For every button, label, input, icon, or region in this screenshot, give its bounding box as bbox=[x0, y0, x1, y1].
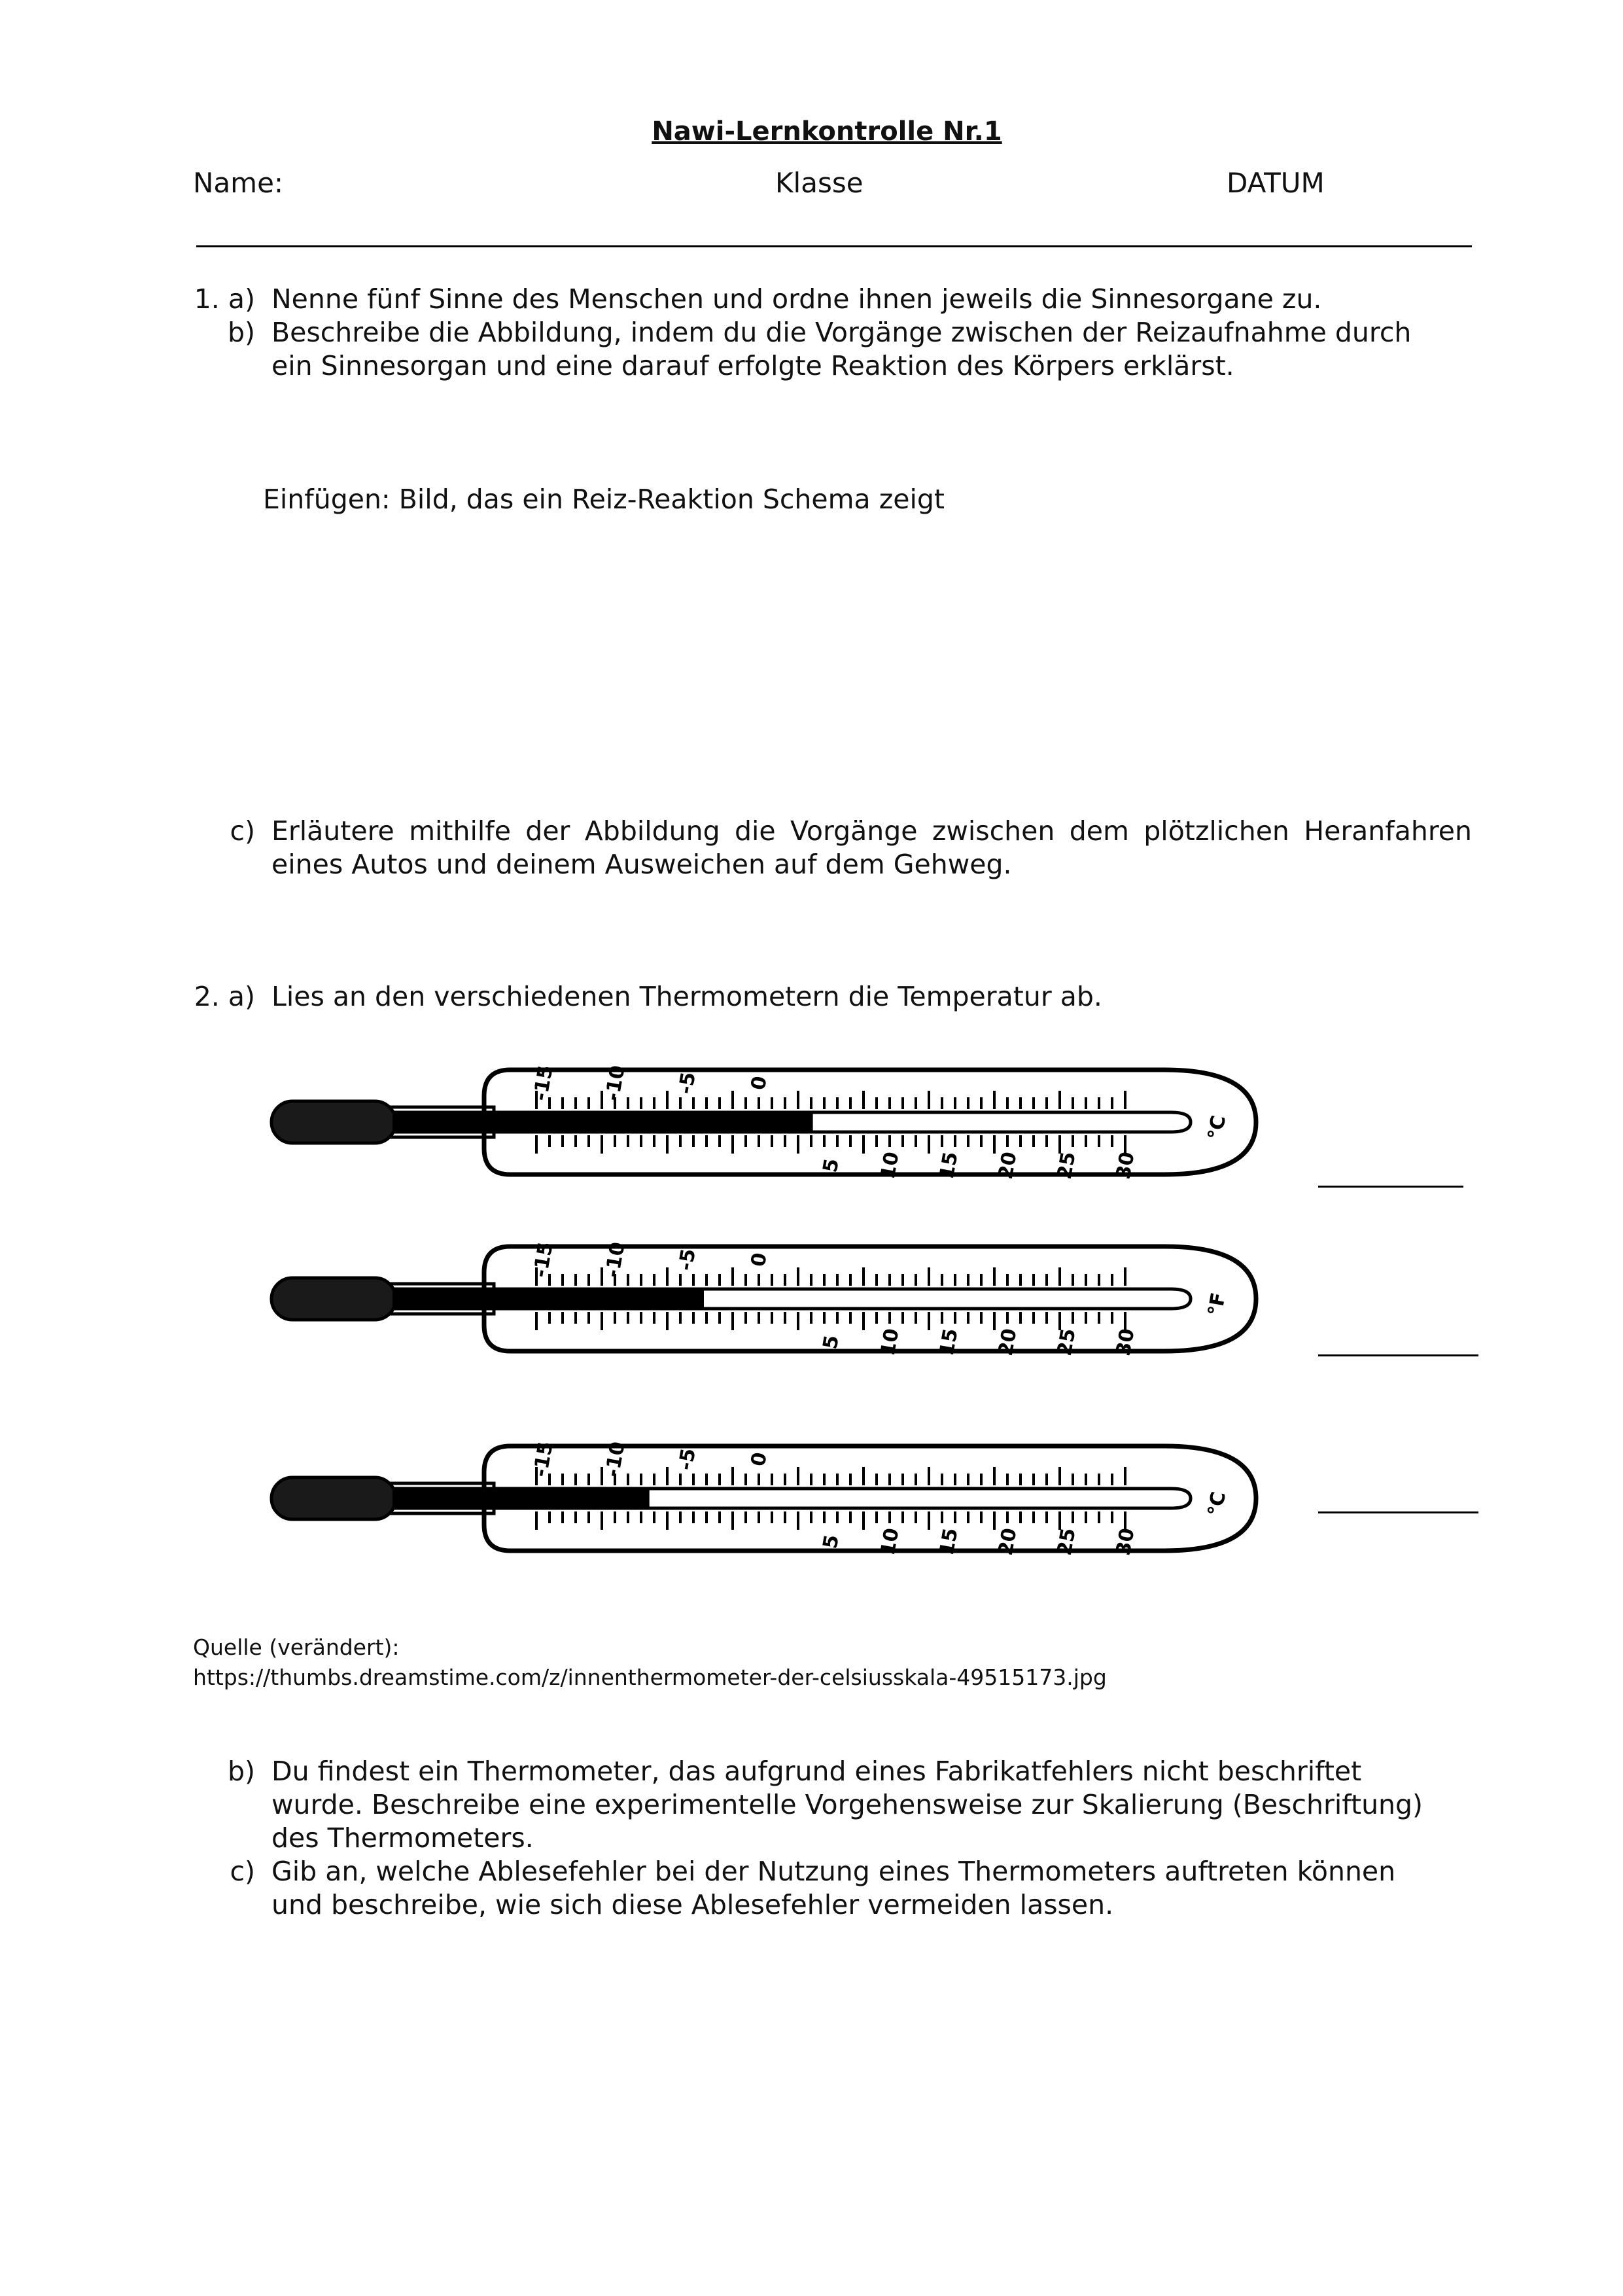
task1-number: 1. a) bbox=[194, 283, 255, 315]
thermometer-bulb bbox=[271, 1101, 396, 1143]
task2-c-label: c) bbox=[230, 1856, 255, 1887]
scale-label-top: -10 bbox=[601, 1240, 630, 1280]
scale-label-top: 0 bbox=[746, 1074, 772, 1092]
thermometer-bulb bbox=[271, 1477, 396, 1519]
answer-line-1[interactable] bbox=[1318, 1186, 1463, 1188]
unit-label: °F bbox=[1204, 1290, 1230, 1318]
scale-label-top: 0 bbox=[746, 1451, 772, 1468]
task1-c-label: c) bbox=[230, 815, 255, 847]
unit-label: °C bbox=[1204, 1114, 1231, 1142]
scale-label-bottom: 5 bbox=[818, 1533, 844, 1551]
task1-b-line-1: Beschreibe die Abbildung, indem du die Vorgänge zwischen der Reizaufnahme durch bbox=[271, 317, 1412, 348]
task1-a-text: Nenne fünf Sinne des Menschen und ordne ihnen jeweils die Sinnesorgane zu. bbox=[271, 283, 1322, 315]
scale-label-bottom: 30 bbox=[1111, 1326, 1140, 1358]
scale-label-top: -5 bbox=[674, 1446, 701, 1472]
scale-label-top: -5 bbox=[674, 1070, 701, 1096]
task2-b-label: b) bbox=[227, 1756, 255, 1787]
thermometer-3 bbox=[262, 1420, 1282, 1577]
scale-label-top: -15 bbox=[529, 1063, 558, 1103]
task2-b-line-2: wurde. Beschreibe eine experimentelle Vorgehensweise zur Skalierung (Beschriftung) bbox=[271, 1789, 1423, 1820]
page-title: Nawi-Lernkontrolle Nr.1 bbox=[652, 116, 1002, 147]
task2-number: 2. a) bbox=[194, 981, 255, 1012]
scale-label-bottom: 15 bbox=[935, 1150, 963, 1181]
header-rule bbox=[196, 245, 1472, 247]
task2-b-line-1: Du findest ein Thermometer, das aufgrund eines Fabrikatfehlers nicht beschriftet bbox=[271, 1756, 1362, 1787]
scale-label-bottom: 15 bbox=[935, 1326, 963, 1358]
scale-label-top: -15 bbox=[529, 1439, 558, 1479]
mercury-column bbox=[393, 1112, 813, 1132]
date-label: DATUM bbox=[1227, 167, 1325, 199]
scale-label-bottom: 5 bbox=[818, 1157, 844, 1174]
scale-label-bottom: 10 bbox=[876, 1526, 904, 1557]
answer-line-3[interactable] bbox=[1318, 1511, 1478, 1513]
scale-label-bottom: 25 bbox=[1053, 1150, 1081, 1181]
scale-label-top: 0 bbox=[746, 1251, 772, 1269]
task1-b-label: b) bbox=[227, 317, 255, 348]
scale-label-bottom: 15 bbox=[935, 1526, 963, 1557]
task2-a-text: Lies an den verschiedenen Thermometern die Temperatur ab. bbox=[271, 981, 1102, 1012]
scale-label-bottom: 25 bbox=[1053, 1526, 1081, 1557]
scale-label-bottom: 20 bbox=[994, 1150, 1022, 1181]
image-placeholder-text: Einfügen: Bild, das ein Reiz-Reaktion Schema zeigt bbox=[263, 484, 945, 515]
task2-c-line-1: Gib an, welche Ablesefehler bei der Nutzung eines Thermometers auftreten können bbox=[271, 1856, 1396, 1887]
scale-label-bottom: 20 bbox=[994, 1326, 1022, 1358]
scale-label-bottom: 10 bbox=[876, 1326, 904, 1358]
scale-label-top: -10 bbox=[601, 1063, 630, 1103]
mercury-column bbox=[393, 1289, 704, 1309]
scale-label-bottom: 5 bbox=[818, 1333, 844, 1351]
answer-line-2[interactable] bbox=[1318, 1354, 1478, 1356]
mercury-column bbox=[393, 1489, 650, 1508]
class-label: Klasse bbox=[775, 167, 864, 199]
scale-label-bottom: 30 bbox=[1111, 1150, 1140, 1181]
task1-b-line-2: ein Sinnesorgan und eine darauf erfolgte Reaktion des Körpers erklärst. bbox=[271, 350, 1234, 381]
source-url: https://thumbs.dreamstime.com/z/innenthermometer-der-celsiusskala-49515173.jpg bbox=[193, 1665, 1107, 1690]
scale-label-bottom: 30 bbox=[1111, 1526, 1140, 1557]
name-label: Name: bbox=[193, 167, 284, 199]
scale-label-top: -5 bbox=[674, 1246, 701, 1273]
task1-c-line-2: eines Autos und deinem Ausweichen auf dem Gehweg. bbox=[271, 849, 1012, 880]
scale-label-top: -15 bbox=[529, 1240, 558, 1280]
scale-label-bottom: 25 bbox=[1053, 1326, 1081, 1358]
thermometer-bulb bbox=[271, 1278, 396, 1320]
source-label: Quelle (verändert): bbox=[193, 1634, 400, 1660]
thermometer-2 bbox=[262, 1220, 1282, 1377]
scale-label-bottom: 20 bbox=[994, 1526, 1022, 1557]
thermometer-1 bbox=[262, 1044, 1282, 1201]
unit-label: °C bbox=[1204, 1490, 1231, 1518]
scale-label-bottom: 10 bbox=[876, 1150, 904, 1181]
task1-c-line-1: Erläutere mithilfe der Abbildung die Vorgänge zwischen dem plötzlichen Heranfahren bbox=[271, 815, 1472, 847]
scale-label-top: -10 bbox=[601, 1439, 630, 1479]
task2-b-line-3: des Thermometers. bbox=[271, 1822, 534, 1854]
task2-c-line-2: und beschreibe, wie sich diese Ablesefehler vermeiden lassen. bbox=[271, 1889, 1114, 1920]
